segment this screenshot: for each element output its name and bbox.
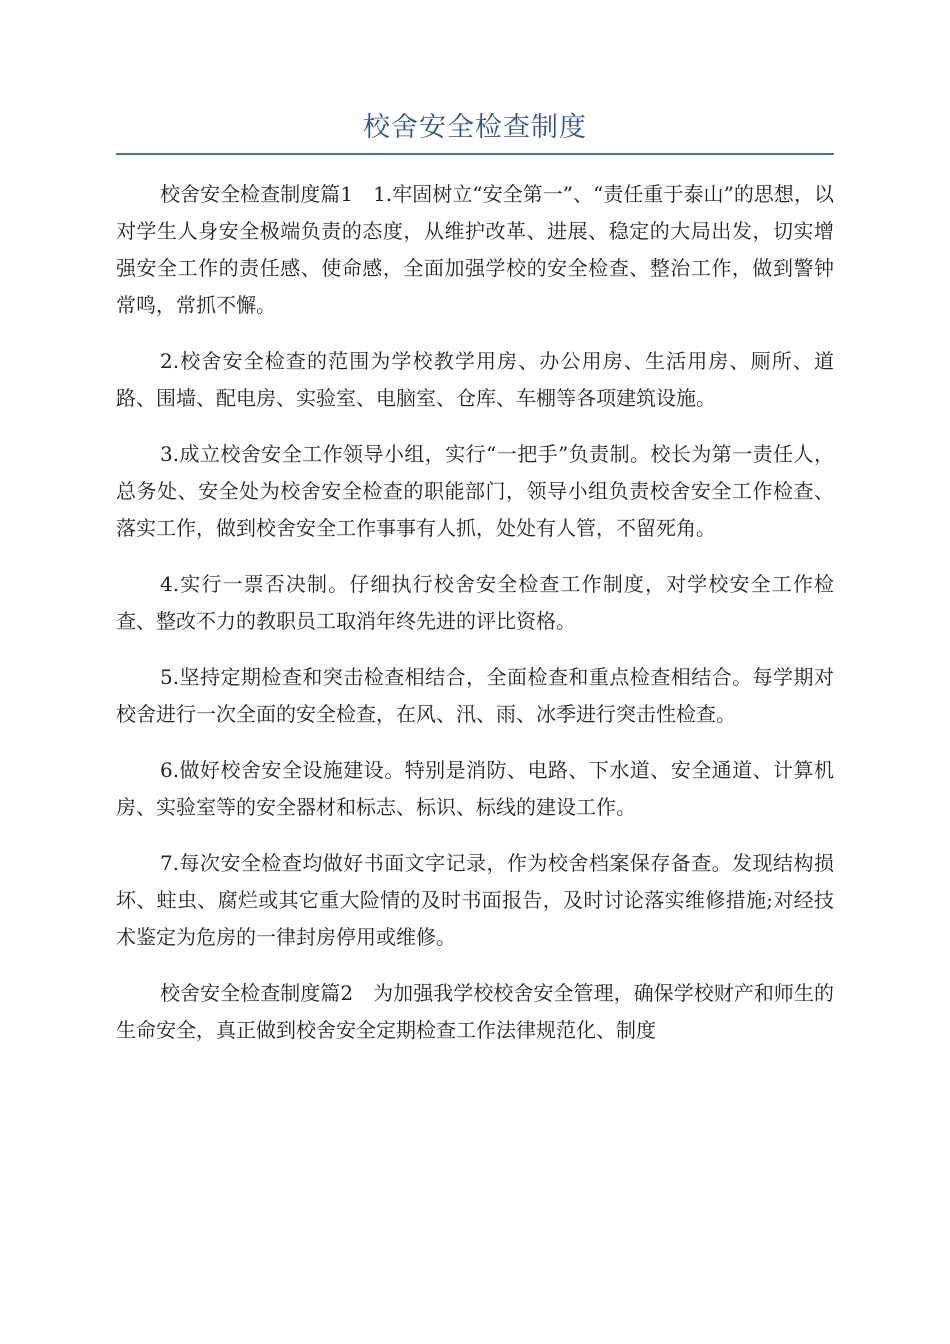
document-title: 校舍安全检查制度 xyxy=(363,112,587,143)
document-body xyxy=(116,176,834,1068)
paragraph-4: 4.实行一票否决制。仔细执行校舍安全检查工作制度，对学校安全工作检查、整改不力的教职员工取消年终先进的评比资格。 xyxy=(116,572,834,633)
title-underline xyxy=(116,153,834,155)
paragraph-7: 7.每次安全检查均做好书面文字记录，作为校舍档案保存备查。发现结构损坏、蛀虫、腐烂或其它重大险情的及时书面报告，及时讨论落实维修措施;对经技术鉴定为危房的一律封房停用或维修。 xyxy=(116,851,834,949)
paragraph-1: 校舍安全检查制度篇1 1.牢固树立“安全第一”、“责任重于泰山”的思想，以对学生人身安全极端负责的态度，从维护改革、进展、稳定的大局出发，切实增强安全工作的责任感、使命感，全面加强学校的安全检查、整治工作，做到警钟常鸣，常抓不懈。 xyxy=(116,182,834,317)
paragraph-2: 2.校舍安全检查的范围为学校教学用房、办公用房、生活用房、厕所、道路、围墙、配电房、实验室、电脑室、仓库、车棚等各项建筑设施。 xyxy=(116,349,834,410)
paragraph-6: 6.做好校舍安全设施建设。特别是消防、电路、下水道、安全通道、计算机房、实验室等的安全器材和标志、标识、标线的建设工作。 xyxy=(116,758,834,819)
paragraph-5: 5.坚持定期检查和突击检查相结合，全面检查和重点检查相结合。每学期对校舍进行一次全面的安全检查，在风、汛、雨、冰季进行突击性检查。 xyxy=(116,665,834,726)
paragraph-3: 3.成立校舍安全工作领导小组，实行“一把手”负责制。校长为第一责任人，总务处、安全处为校舍安全检查的职能部门，领导小组负责校舍安全工作检查、落实工作，做到校舍安全工作事事有人抓，处处有人管，不留死角。 xyxy=(116,442,834,540)
paragraph-8: 校舍安全检查制度篇2 为加强我学校校舍安全管理，确保学校财产和师生的生命安全，真正做到校舍安全定期检查工作法律规范化、制度 xyxy=(116,981,834,1042)
